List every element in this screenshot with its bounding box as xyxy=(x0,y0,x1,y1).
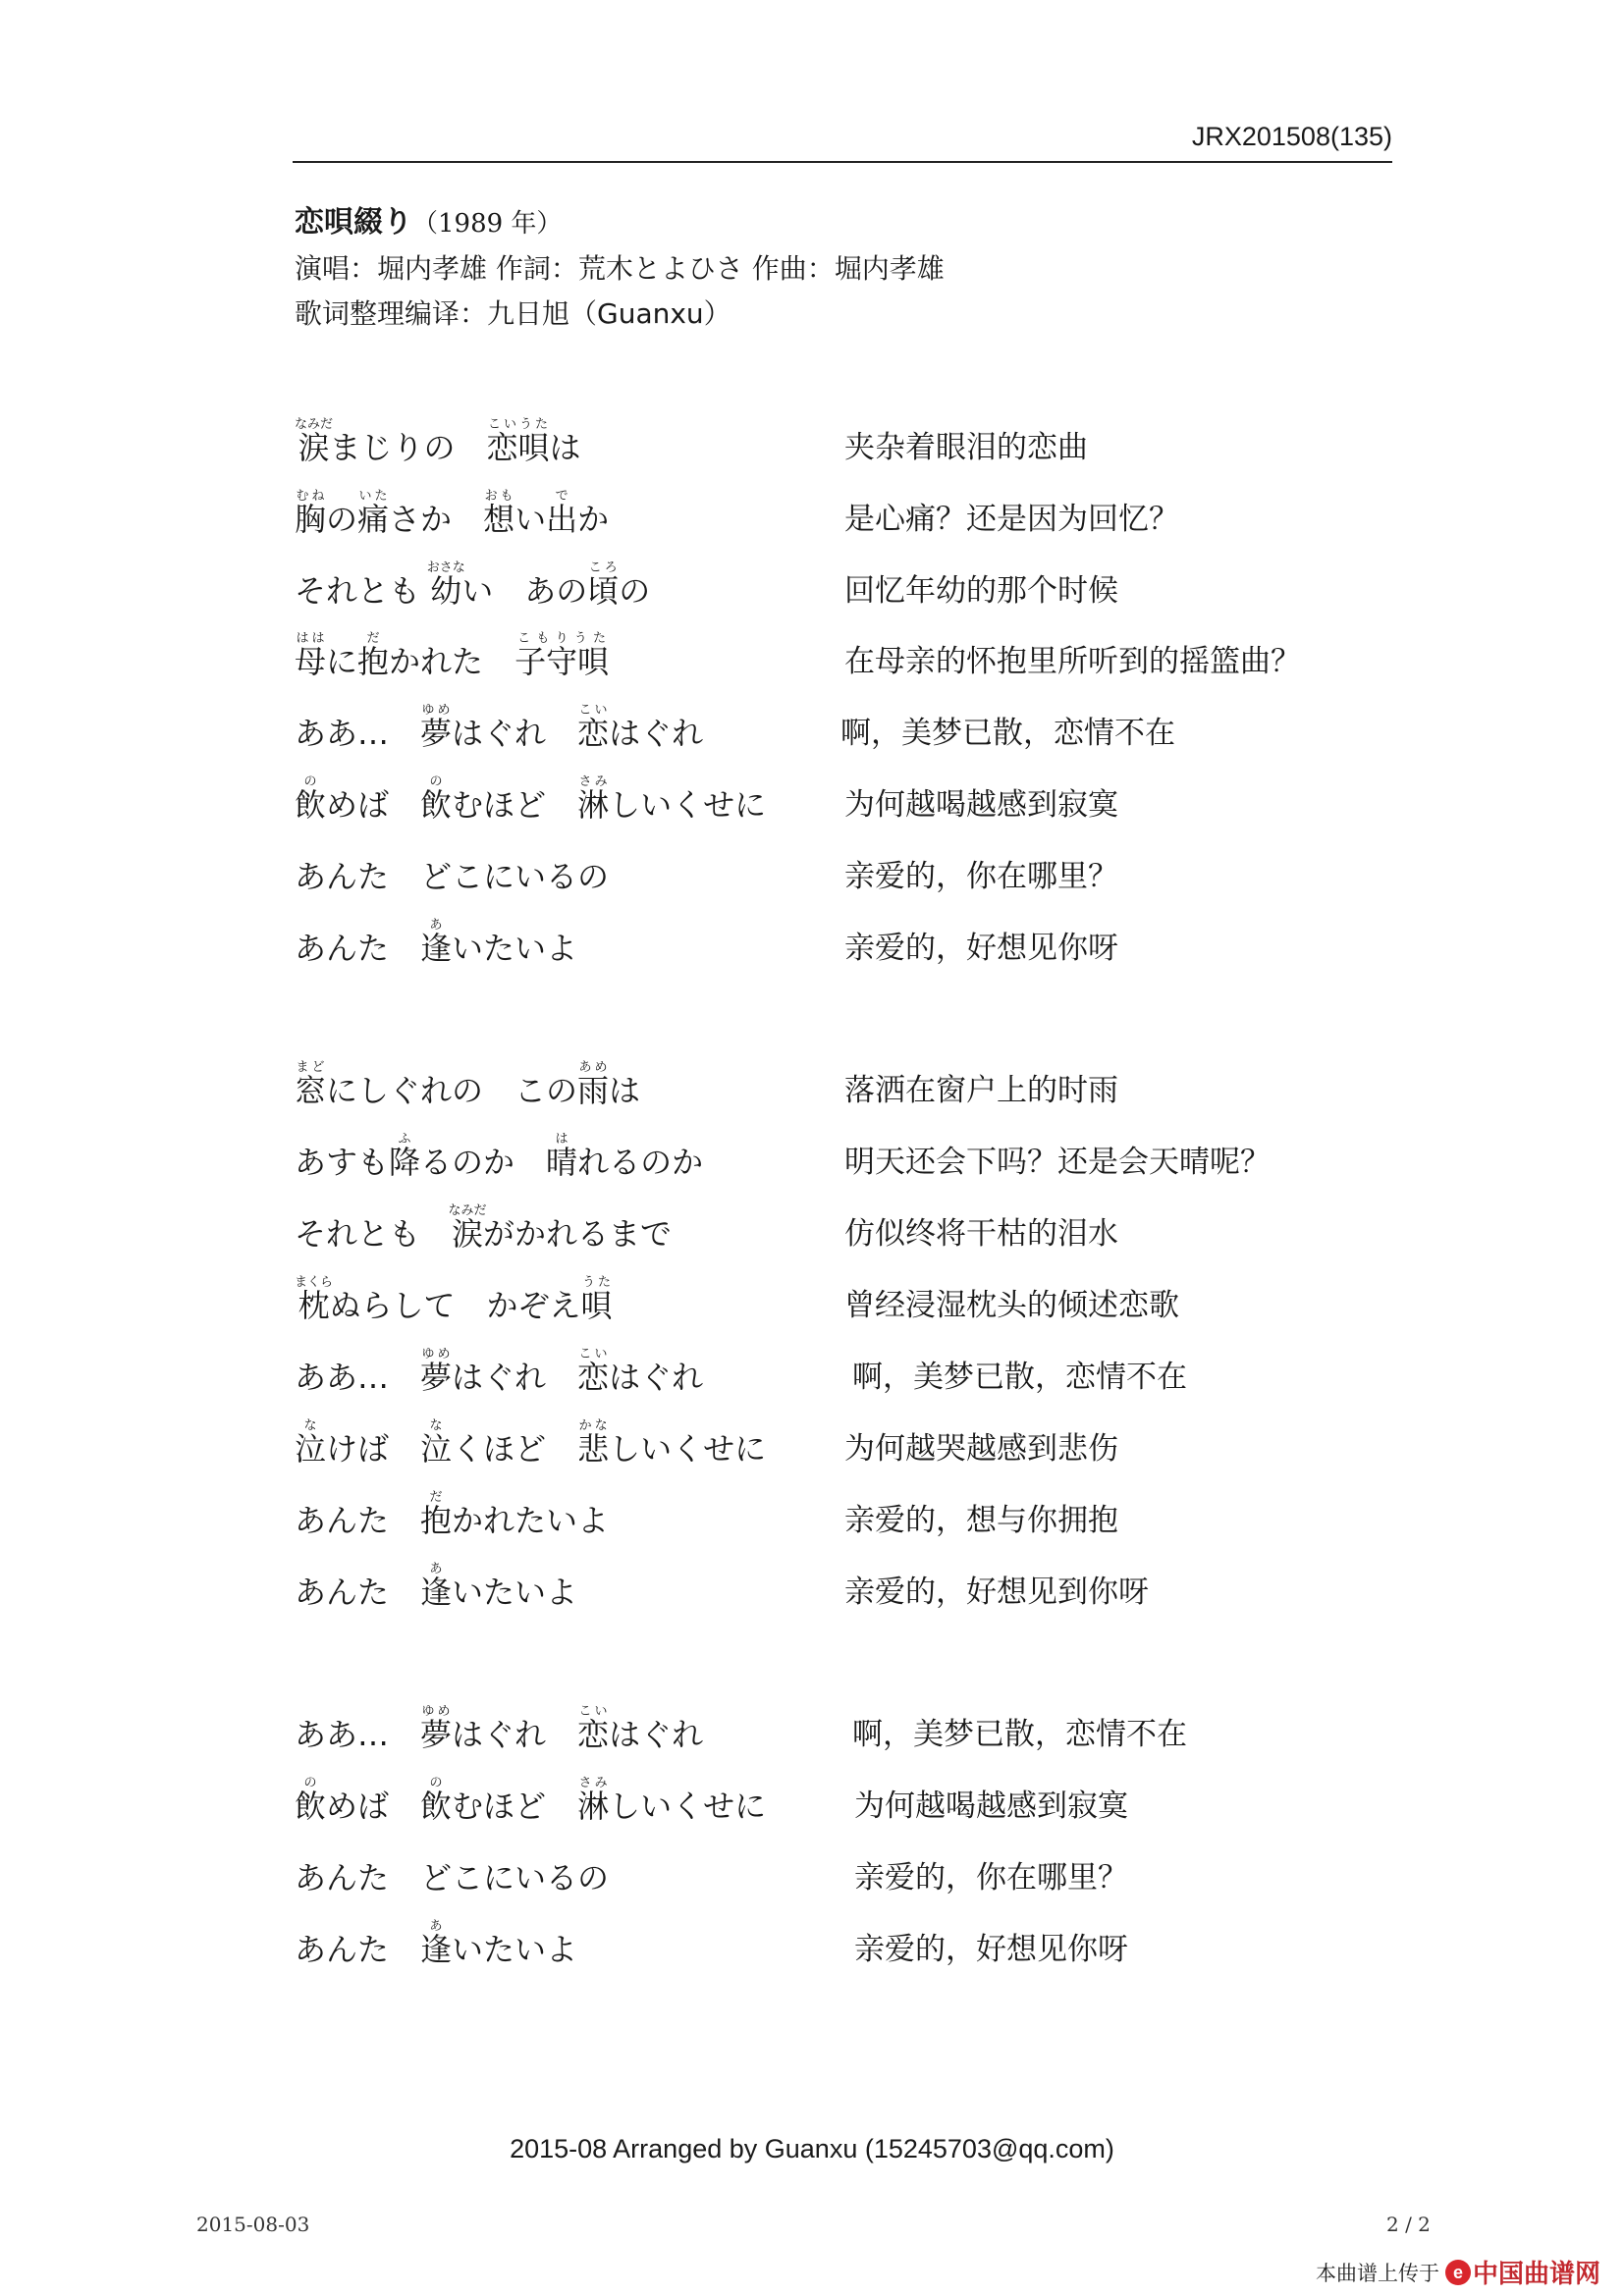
japanese-lyric: ああ… 夢ゆめはぐれ 恋こいはぐれ xyxy=(295,1347,704,1396)
furigana-reading: こいうた xyxy=(486,417,550,432)
lyric-line xyxy=(295,1771,1394,1832)
chinese-translation: 亲爱的，好想见你呀 xyxy=(854,1932,1128,1967)
furigana-word: 母はは xyxy=(295,631,327,680)
furigana-reading: は xyxy=(546,1132,578,1147)
furigana-word: 想おも xyxy=(483,489,515,538)
furigana-word: 降ふ xyxy=(389,1132,421,1181)
logo-icon: e xyxy=(1445,2260,1471,2285)
header-rule xyxy=(293,161,1392,163)
furigana-word: 逢あ xyxy=(420,918,453,967)
chinese-translation: 亲爱的，好想见你呀 xyxy=(844,931,1118,966)
japanese-lyric: 泣なけば 泣なくほど 悲かなしいくせに xyxy=(295,1418,767,1468)
lyric-line xyxy=(295,841,1394,902)
chinese-translation: 是心痛？还是因为回忆？ xyxy=(844,502,1179,537)
chinese-translation: 明天还会下吗？还是会天晴呢？ xyxy=(844,1145,1271,1180)
furigana-word: 恋唄こいうた xyxy=(486,417,550,466)
lyric-line xyxy=(295,1199,1394,1259)
furigana-word: 痛いた xyxy=(357,489,390,538)
furigana-word: 飲の xyxy=(420,1776,453,1825)
furigana-word: 幼おさな xyxy=(426,561,465,610)
furigana-reading: むね xyxy=(295,489,327,504)
chinese-translation: 啊，美梦已散，恋情不在 xyxy=(840,716,1175,751)
chinese-translation: 为何越哭越感到悲伤 xyxy=(844,1431,1118,1467)
song-year: （1989 年） xyxy=(412,209,563,239)
japanese-lyric: あんた 逢あいたいよ xyxy=(295,1562,578,1611)
furigana-word: 飲の xyxy=(420,774,453,824)
japanese-lyric: 飲のめば 飲のむほど 淋さみしいくせに xyxy=(295,774,767,824)
japanese-lyric: あんた どこにいるの xyxy=(295,858,610,895)
furigana-word: 晴は xyxy=(546,1132,578,1181)
furigana-word: 恋こい xyxy=(577,1704,610,1753)
japanese-lyric: それとも 幼おさない あの頃ころの xyxy=(295,561,651,610)
arrangement-credit: 2015-08 Arranged by Guanxu (15245703@qq.com) xyxy=(510,2134,1114,2163)
furigana-word: 恋こい xyxy=(577,703,610,752)
chinese-translation: 回忆年幼的那个时候 xyxy=(844,573,1118,609)
furigana-reading: の xyxy=(295,1776,327,1790)
furigana-word: 逢あ xyxy=(420,1562,453,1611)
japanese-lyric: 胸むねの痛いたさか 想おもい出でか xyxy=(295,489,610,538)
furigana-reading: おさな xyxy=(426,561,465,575)
furigana-word: 夢ゆめ xyxy=(420,703,453,752)
furigana-reading: ゆめ xyxy=(420,1704,453,1719)
lyric-line xyxy=(295,1055,1394,1116)
furigana-reading: の xyxy=(420,1776,453,1790)
lyric-line xyxy=(295,1270,1394,1331)
furigana-reading: な xyxy=(295,1418,327,1433)
furigana-reading: で xyxy=(546,489,578,504)
japanese-lyric: あんた 逢あいたいよ xyxy=(295,918,578,967)
chinese-translation: 为何越喝越感到寂寞 xyxy=(854,1789,1128,1824)
furigana-reading: の xyxy=(420,774,453,789)
furigana-word: 子守唄こもりうた xyxy=(514,631,610,680)
furigana-reading: おも xyxy=(483,489,515,504)
song-title: 恋唄綴り xyxy=(295,205,412,240)
chinese-translation: 亲爱的，好想见到你呀 xyxy=(844,1575,1149,1610)
furigana-reading: こい xyxy=(577,1704,610,1719)
chinese-translation: 亲爱的，你在哪里？ xyxy=(854,1860,1128,1896)
lyric-line xyxy=(295,1342,1394,1403)
furigana-reading: はは xyxy=(295,631,327,646)
furigana-word: 胸むね xyxy=(295,489,327,538)
song-header xyxy=(295,200,945,337)
lyric-line xyxy=(295,626,1394,687)
site-watermark xyxy=(1316,2254,1600,2290)
furigana-word: 夢ゆめ xyxy=(420,1704,453,1753)
furigana-reading: まど xyxy=(295,1060,327,1075)
chinese-translation: 啊，美梦已散，恋情不在 xyxy=(852,1717,1187,1752)
lyric-line xyxy=(295,1414,1394,1474)
lyric-line xyxy=(295,1485,1394,1546)
title-line xyxy=(295,200,945,246)
furigana-reading: だ xyxy=(420,1490,453,1505)
document-code: JRX201508(135) xyxy=(1191,122,1392,151)
japanese-lyric: 枕まくらぬらして かぞえ唄うた xyxy=(295,1275,613,1324)
japanese-lyric: 涙なみだまじりの 恋唄こいうたは xyxy=(295,417,581,466)
japanese-lyric: あんた 逢あいたいよ xyxy=(295,1919,578,1968)
furigana-reading: ゆめ xyxy=(420,1347,453,1362)
furigana-word: 頃ころ xyxy=(587,561,620,610)
lyric-line xyxy=(295,1914,1394,1975)
watermark-text: 本曲谱上传于 xyxy=(1315,2261,1439,2285)
furigana-reading: こい xyxy=(577,1347,610,1362)
chinese-translation: 亲爱的，你在哪里？ xyxy=(844,859,1118,894)
japanese-lyric: 母ははに抱だかれた 子守唄こもりうた xyxy=(295,631,610,680)
furigana-reading: こもりうた xyxy=(514,631,610,646)
lyric-line xyxy=(295,770,1394,830)
furigana-reading: あ xyxy=(420,1562,453,1576)
chinese-translation: 亲爱的，想与你拥抱 xyxy=(844,1503,1118,1538)
japanese-lyric: 窓まどにしぐれの この雨あめは xyxy=(295,1060,641,1109)
furigana-reading: だ xyxy=(357,631,390,646)
chinese-translation: 在母亲的怀抱里所听到的摇篮曲？ xyxy=(844,644,1301,679)
lyric-line xyxy=(295,1842,1394,1903)
logo-text: 中国曲谱网 xyxy=(1472,2260,1600,2289)
lyric-line xyxy=(295,1127,1394,1188)
japanese-lyric: あんた 抱だかれたいよ xyxy=(295,1490,610,1539)
furigana-reading: さみ xyxy=(577,1776,610,1790)
lyric-line xyxy=(295,484,1394,545)
furigana-word: 枕まくら xyxy=(295,1275,334,1324)
lyric-line xyxy=(295,1699,1394,1760)
furigana-reading: ふ xyxy=(389,1132,421,1147)
furigana-reading: あ xyxy=(420,1919,453,1934)
furigana-reading: あ xyxy=(420,918,453,933)
furigana-reading: まくら xyxy=(295,1275,334,1290)
japanese-lyric: あんた どこにいるの xyxy=(295,1859,610,1896)
furigana-reading: な xyxy=(420,1418,453,1433)
print-date: 2015-08-03 xyxy=(196,2213,310,2236)
page-number: 2 / 2 xyxy=(1386,2213,1431,2236)
chinese-translation: 啊，美梦已散，恋情不在 xyxy=(852,1360,1187,1395)
furigana-reading: あめ xyxy=(577,1060,610,1075)
furigana-reading: ゆめ xyxy=(420,703,453,718)
furigana-word: 抱だ xyxy=(357,631,390,680)
furigana-reading: ころ xyxy=(587,561,620,575)
furigana-word: 淋さみ xyxy=(577,774,610,824)
lyric-line xyxy=(295,698,1394,759)
chinese-translation: 为何越喝越感到寂寞 xyxy=(844,787,1118,823)
lyric-line xyxy=(295,556,1394,616)
furigana-reading: さみ xyxy=(577,774,610,789)
chinese-translation: 夹杂着眼泪的恋曲 xyxy=(844,430,1088,465)
translator-credit: 歌词整理编译：九日旭（Guanxu） xyxy=(295,297,731,330)
site-logo xyxy=(1445,2254,1600,2290)
chinese-translation: 仿似终将干枯的泪水 xyxy=(844,1216,1118,1252)
furigana-word: 恋こい xyxy=(577,1347,610,1396)
furigana-word: 飲の xyxy=(295,1776,327,1825)
lyric-line xyxy=(295,1557,1394,1618)
furigana-word: 泣な xyxy=(295,1418,327,1468)
furigana-reading: かな xyxy=(577,1418,610,1433)
furigana-word: 泣な xyxy=(420,1418,453,1468)
furigana-word: 飲の xyxy=(295,774,327,824)
furigana-reading: いた xyxy=(357,489,390,504)
furigana-word: 抱だ xyxy=(420,1490,453,1539)
chinese-translation: 曾经浸湿枕头的倾述恋歌 xyxy=(844,1288,1179,1323)
japanese-lyric: 飲のめば 飲のむほど 淋さみしいくせに xyxy=(295,1776,767,1825)
song-credits: 演唱：堀内孝雄 作詞：荒木とよひさ 作曲：堀内孝雄 xyxy=(295,252,945,285)
furigana-reading: うた xyxy=(580,1275,613,1290)
furigana-reading: なみだ xyxy=(295,417,334,432)
furigana-word: 窓まど xyxy=(295,1060,327,1109)
furigana-word: 出で xyxy=(546,489,578,538)
furigana-word: 悲かな xyxy=(577,1418,610,1468)
lyric-line xyxy=(295,412,1394,473)
chinese-translation: 落洒在窗户上的时雨 xyxy=(844,1073,1118,1108)
japanese-lyric: それとも 涙なみだがかれるまで xyxy=(295,1203,673,1253)
furigana-word: 涙なみだ xyxy=(295,417,334,466)
lyric-line xyxy=(295,913,1394,974)
japanese-lyric: ああ… 夢ゆめはぐれ 恋こいはぐれ xyxy=(295,703,704,752)
furigana-word: 涙なみだ xyxy=(448,1203,487,1253)
furigana-word: 逢あ xyxy=(420,1919,453,1968)
furigana-reading: こい xyxy=(577,703,610,718)
japanese-lyric: ああ… 夢ゆめはぐれ 恋こいはぐれ xyxy=(295,1704,704,1753)
furigana-word: 雨あめ xyxy=(577,1060,610,1109)
furigana-reading: なみだ xyxy=(448,1203,487,1218)
furigana-word: 夢ゆめ xyxy=(420,1347,453,1396)
furigana-word: 淋さみ xyxy=(577,1776,610,1825)
furigana-word: 唄うた xyxy=(580,1275,613,1324)
japanese-lyric: あすも降ふるのか 晴はれるのか xyxy=(295,1132,704,1181)
furigana-reading: の xyxy=(295,774,327,789)
